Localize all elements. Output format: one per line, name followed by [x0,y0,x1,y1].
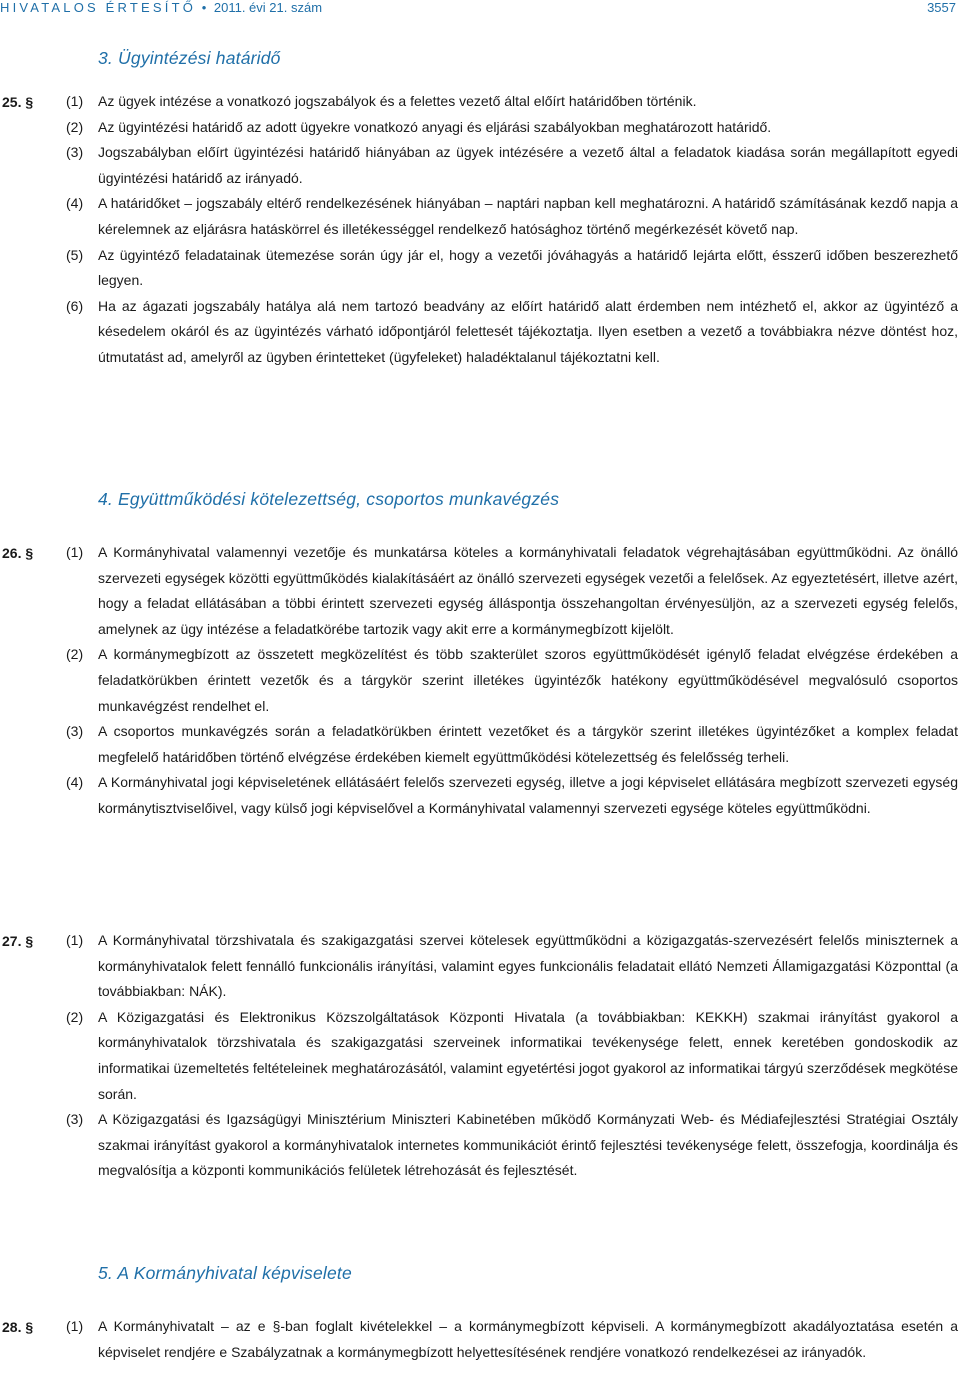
paragraph-label: (3) [66,723,84,740]
paragraph [0,115,958,141]
paragraph-text: Az ügyintézési határidő az adott ügyekre vonatkozó anyagi és eljárási szabályokban meghatározott határidő. [98,118,772,135]
paragraph-text: A Közigazgatási és Elektronikus Közszolgáltatások Központi Hivatala (a továbbiakban: KEKKH) szakmai irányítást gyakorol a kormányhivatalok törzshivatala és szakigazgatási szerveinek informatikai tevékenysége felett, ennek keretében gondoskodik az informatikai üzemeltetés feltételeinek meghatározásától, valamint egyetértési jogot gyakorol az informatikai tárgyú szerződések megkötése során. [98,1008,958,1102]
paragraph-label: (1) [66,1318,84,1334]
paragraph-label: (5) [66,246,84,263]
paragraph-label: (1) [66,932,84,948]
section-heading-3: 3. Ügyintézési határidő [98,48,281,68]
paragraph-label: (4) [66,195,84,212]
section-heading-4: 4. Együttműködési kötelezettség, csoportos munkavégzés [98,489,560,509]
section-number: 26. § [2,545,34,561]
paragraph-label: (2) [66,646,84,663]
running-header [0,0,958,16]
publication-name: HIVATALOS ÉRTESÍTŐ [0,0,197,15]
paragraph [0,1005,958,1107]
paragraph-text: A Kormányhivatal valamennyi vezetője és munkatársa köteles a kormányhivatali feladatok végrehajtásában együttműködni. Az önálló szervezeti egységek közötti együttműködés kialakításáért az önálló szervezeti egységek vezetői a felelősek. Az egyeztetésért, illetve azért, hogy a feladat ellátásában a többi érintett szervezeti egység álláspontja összehangoltan érvényesüljön, az a szervezeti egység felelős, amelynek az ügy intézése a feladatkörébe tartozik vagy akit erre a kormánymegbízott kijelölt. [98,544,958,637]
paragraph-label: (2) [66,118,84,135]
paragraph-text: A kormánymegbízott az összetett megközelítést és több szakterület szoros együttműködését igénylő feladat elvégzése érdekében a feladatkörükben érintett vezetők és a tárgykör szerint illetékes ügyintézők hatékony együttműködésével megvalósuló csoportos munkavégzést rendelhet el. [98,646,958,714]
paragraph-text: A Kormányhivatal törzshivatala és szakigazgatási szervei kötelesek együttműködni a közigazgatás-szervezésért felelős miniszternek a kormányhivatalok felett fennálló funkcionális irányítási, valamint egyes funkcionális feladatait ellátó Nemzeti Államigazgatási Központtal (a továbbiakban: NÁK). [98,932,958,1000]
section-number: 25. § [2,94,34,110]
paragraph [0,243,958,294]
paragraph [0,540,958,642]
paragraph [0,191,958,242]
header-bullet: • [201,0,207,15]
paragraph [0,1107,958,1184]
paragraph-text: Az ügyek intézése a vonatkozó jogszabályok és a felettes vezető által előírt határidőben történik. [98,93,697,109]
paragraph-text: Jogszabályban előírt ügyintézési határidő hiányában az ügyek intézésére a vezető által a feladatok kiadása során megállapított egyedi ügyintézési határidő az irányadó. [98,144,958,186]
paragraph [0,294,958,371]
section-27 [0,928,960,1184]
paragraph-label: (2) [66,1008,84,1025]
paragraph [0,140,958,191]
paragraph-label: (4) [66,774,84,791]
paragraph-text: Az ügyintéző feladatainak ütemezése során úgy jár el, hogy a vezetői jóváhagyás a határidő lejárta előtt, ésszerű időben beszerezhető legyen. [98,246,958,289]
paragraph-label: (3) [66,1111,84,1128]
paragraph-text: Ha az ágazati jogszabály hatálya alá nem tartozó beadvány az előírt határidő alatt érdemben nem intézhető el, akkor az ügyintéző a késedelem okáról és az ügyintézés várható időpontjáról felettesét tájékoztatja. Ilyen esetben a vezető a továbbiakra nézve döntést hoz, útmutatást ad, amelyről az ügyben érintetteket (ügyfeleket) haladéktalanul tájékoztatni kell. [98,297,958,365]
paragraph-text: A csoportos munkavégzés során a feladatkörükben érintett vezetőket és a tárgykör szerint illetékes ügyintézőket a komplex feladat megfelelő határidőben történő elvégzése érdekében kiemelt együttműködési kötelezettség és felelősség terheli. [98,723,958,765]
paragraph-text: A Kormányhivatalt – az e §-ban foglalt kivételekkel – a kormánymegbízott képviseli. A kormánymegbízott akadályoztatása esetén a képviselet rendjére e Szabályzatnak a kormánymegbízott helyettesítésének rendjére vonatkozó rendelkezései az irányadók. [98,1318,958,1360]
paragraph-text: A határidőket – jogszabály eltérő rendelkezésének hiányában – naptári napban kell meghatározni. A határidő számításának kezdő napja a kérelemnek az eljárásra hatáskörrel és illetékességgel rendelkező hatósághoz történő megérkezését követő nap. [98,195,958,237]
paragraph-label: (1) [66,93,84,109]
paragraph-text: A Kormányhivatal jogi képviseletének ellátásáért felelős szervezeti egység, illetve a jogi képviselet ellátására megbízott szervezeti egység kormánytisztviselőivel, vagy külső jogi képviselővel a Kormányhivatal valamennyi szervezeti egysége köteles együttműködni. [98,774,958,816]
paragraph-label: (6) [66,297,84,314]
issue-label: 2011. évi 21. szám [213,0,323,15]
section-heading-5: 5. A Kormányhivatal képviselete [98,1263,352,1283]
paragraph [0,1314,958,1365]
paragraph [0,719,958,770]
paragraph-label: (3) [66,144,84,161]
section-number: 27. § [2,933,34,949]
section-26 [0,540,960,822]
section-number: 28. § [2,1319,34,1335]
paragraph [0,89,958,115]
paragraph [0,928,958,1005]
paragraph-text: A Közigazgatási és Igazságügyi Minisztérium Miniszteri Kabinetében működő Kormányzati Web- és Médiafejlesztési Stratégiai Osztály szakmai irányítást gyakorol a kormányhivatalok internetes kommunikációt érintő fejlesztési tevékenysége felett, összefogja, koordinálja és megvalósítja a központi kommunikációs felületek létrehozását és fejlesztését. [98,1111,958,1179]
paragraph [0,642,958,719]
paragraph-label: (1) [66,544,84,560]
section-28 [0,1314,960,1365]
section-25 [0,89,960,371]
page-number: 3557 [927,0,956,15]
paragraph [0,770,958,821]
